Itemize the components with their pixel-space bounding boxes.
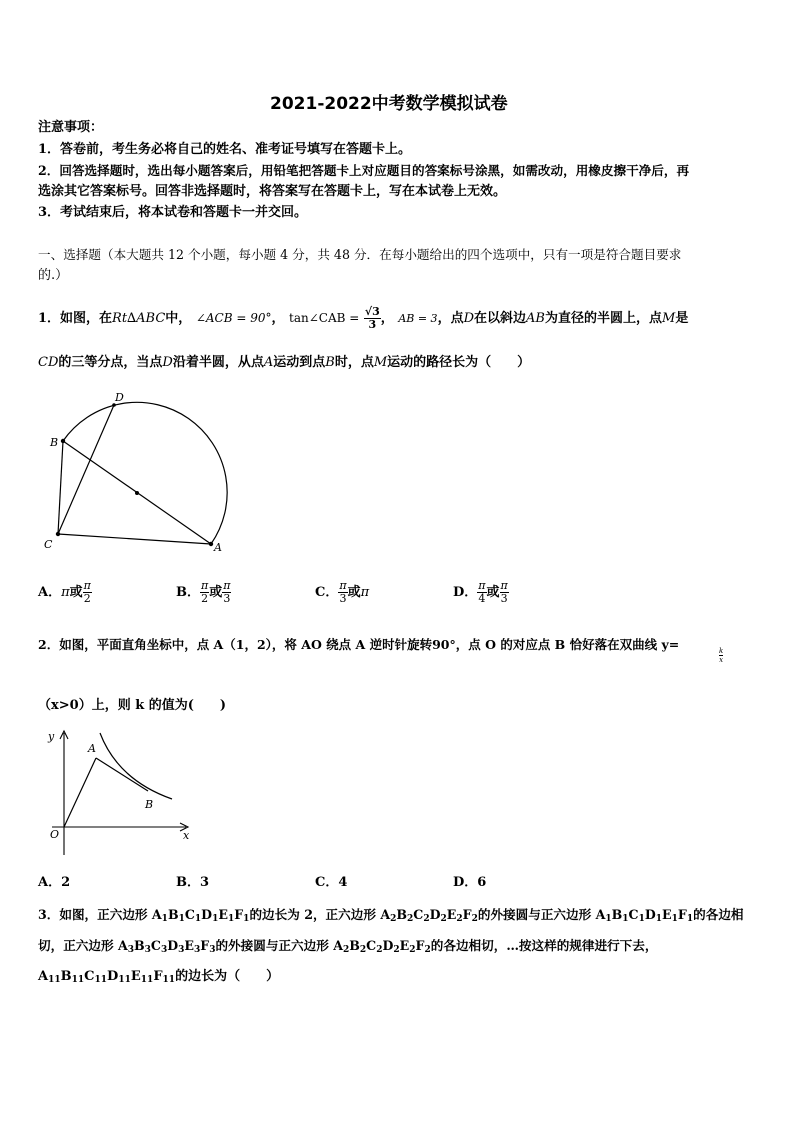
subscript: 3 [209, 945, 216, 955]
q1-option-d [453, 580, 509, 605]
q2-option-d: D．6 [453, 875, 487, 890]
notice-item-2b: 选涂其它答案标号。回答非选择题时，将答案写在答题卡上，写在本试卷上无效。 [38, 184, 507, 199]
subscript: 3 [194, 945, 201, 955]
q1-line-cd [58, 405, 114, 534]
q3-text: F [415, 938, 425, 953]
q3-line2 [38, 938, 657, 954]
q1-figure [38, 385, 238, 560]
q1-line1 [38, 306, 688, 331]
q1-ab: AB = 3 [398, 312, 438, 325]
q3-text: E [399, 938, 410, 953]
q1-text: 中， [165, 311, 192, 326]
q3-text: F [462, 907, 472, 922]
q3-text: B [60, 969, 72, 984]
q1-var: M [373, 355, 388, 370]
subscript: 1 [655, 914, 663, 924]
q1-text: 为直径的半圆上，点 [544, 311, 662, 326]
q1-semicircle [63, 402, 227, 544]
q1-text: 时，点 [334, 355, 374, 370]
option-value: π [61, 585, 70, 600]
q2-label-b: B [145, 798, 154, 811]
q1-label-c: C [44, 538, 53, 551]
q2-segment-oa [64, 758, 96, 827]
fraction-denominator: 2 [83, 592, 91, 605]
q3-text: 3．如图，正六边形 A [38, 907, 162, 922]
subscript: 11 [48, 975, 61, 985]
q1-label-a: A [214, 541, 222, 554]
q2-label-o: O [50, 828, 60, 841]
q1-tan-numerator: √3 [364, 305, 380, 318]
fraction-numerator: k [719, 647, 724, 655]
option-text: 或 [69, 585, 83, 600]
fraction-denominator: x [719, 656, 724, 664]
q1-tan-fraction [364, 306, 381, 331]
subscript: 2 [424, 945, 431, 955]
option-letter: A． [38, 585, 62, 600]
q2-line2: （x>0）上，则 k 的值为( ) [38, 698, 227, 713]
q3-text: 切，正六边形 A [38, 938, 128, 953]
q1-angle: ∠ACB = 90° [195, 311, 272, 325]
q3-text: F [677, 907, 687, 922]
notice-heading: 注意事项： [38, 120, 104, 135]
subscript: 11 [162, 975, 176, 985]
q3-text: C [366, 938, 377, 953]
section-heading-line2: 的.） [38, 268, 69, 283]
subscript: 2 [342, 945, 350, 955]
subscript: 11 [140, 975, 154, 985]
subscript: 2 [471, 914, 478, 924]
fraction-numerator: π [83, 579, 91, 592]
q2-option-c: C．4 [315, 875, 348, 890]
fraction-denominator: 3 [223, 592, 231, 605]
q1-tan: tan∠CAB = [289, 311, 360, 325]
subscript: 1 [194, 914, 202, 924]
subscript: 1 [227, 914, 235, 924]
fraction-denominator: 3 [500, 592, 508, 605]
q2-label-a: A [88, 742, 96, 755]
page-title: 2021-2022中考数学模拟试卷 [270, 94, 508, 114]
option-text: 或 [347, 585, 361, 600]
section-heading-line1: 一、选择题（本大题共 12 个小题，每小题 4 分，共 48 分．在每小题给出的四个选项中，只有一项是符合题目要求 [38, 247, 682, 262]
subscript: 3 [178, 945, 185, 955]
subscript: 2 [393, 945, 400, 955]
subscript: 1 [212, 914, 219, 924]
q2-option-a: A．2 [38, 875, 71, 890]
q2-option-b: B．3 [176, 875, 210, 890]
subscript: 2 [440, 914, 447, 924]
q3-text: C [84, 969, 95, 984]
q3-text: E [218, 907, 228, 922]
subscript: 1 [161, 914, 168, 924]
q1-text: 运动的路径长为（ ） [387, 355, 531, 370]
q1-text: 沿着半圆，从点 [172, 355, 264, 370]
q1-center-point [135, 491, 139, 495]
option-fraction [500, 580, 509, 605]
q3-text: E [446, 907, 457, 922]
q1-text: 是 [675, 311, 689, 326]
q2-segment-ab [96, 758, 148, 791]
q1-line2 [38, 355, 530, 371]
fraction-denominator: 4 [478, 592, 486, 605]
subscript: 11 [94, 975, 108, 985]
q3-text: 的边长为 2，正六边形 A [249, 907, 391, 922]
q1-option-c [315, 580, 369, 605]
fraction-numerator: π [500, 579, 508, 592]
q1-line-cb [58, 441, 63, 534]
subscript: 11 [118, 975, 131, 985]
subscript: 1 [178, 914, 185, 924]
q3-text: B [396, 907, 408, 922]
q3-text: D [382, 938, 394, 953]
notice-item-2a: 2．回答选择题时，选出每小题答案后，用铅笔把答题卡上对应题目的答案标号涂黑，如需改动，用橡皮擦干净后，再 [38, 163, 690, 178]
q1-option-b [176, 580, 231, 605]
q1-label-b: B [50, 436, 59, 449]
q1-var: A [263, 355, 274, 370]
subscript: 1 [605, 914, 612, 924]
subscript: 1 [638, 914, 645, 924]
q3-text: F [200, 938, 210, 953]
fraction-denominator: 3 [339, 592, 347, 605]
q3-text: C [150, 938, 161, 953]
subscript: 1 [243, 914, 250, 924]
q1-var: D [463, 311, 475, 326]
option-fraction [83, 580, 92, 605]
subscript: 2 [376, 945, 383, 955]
subscript: 2 [407, 914, 414, 924]
q3-text: D [201, 907, 213, 922]
subscript: 3 [127, 945, 134, 955]
q3-text: E [662, 907, 672, 922]
option-fraction [477, 580, 486, 605]
option-fraction [200, 580, 209, 605]
q3-text: D [429, 907, 441, 922]
q3-text: D [644, 907, 656, 922]
option-fraction [338, 580, 347, 605]
q2-label-x: x [183, 829, 190, 842]
q3-text: F [153, 969, 163, 984]
q3-line1 [38, 907, 744, 923]
q1-point-a [209, 542, 213, 546]
q3-text: 的外接圆与正六边形 A [215, 938, 343, 953]
q2-hyperbola-fraction [719, 647, 723, 664]
q3-text: C [184, 907, 195, 922]
q2-hyperbola [100, 733, 172, 799]
option-letter: B． [176, 585, 200, 600]
q1-var: B [325, 355, 335, 370]
q1-point-c [56, 532, 60, 536]
q2-figure [38, 725, 198, 860]
option-letter: D． [453, 585, 478, 600]
fraction-numerator: π [478, 579, 486, 592]
q1-triangle: Rt∆ABC [112, 311, 166, 326]
subscript: 3 [160, 945, 168, 955]
q3-text: 的外接圆与正六边形 A [477, 907, 606, 922]
q3-text: E [130, 969, 141, 984]
q3-line3 [38, 969, 279, 985]
notice-item-3: 3．考试结束后，将本试卷和答题卡一并交回。 [38, 205, 308, 220]
fraction-numerator: π [223, 579, 231, 592]
subscript: 2 [409, 945, 416, 955]
q1-var: CD [38, 355, 59, 370]
option-text: 或 [209, 585, 223, 600]
q1-tan-denominator: 3 [368, 318, 377, 331]
q1-label-d: D [115, 391, 124, 404]
q3-text: 的边长为（ ） [175, 969, 280, 984]
subscript: 1 [671, 914, 678, 924]
q3-text: D [167, 938, 179, 953]
q3-text: 的各边相 [693, 907, 744, 922]
q3-text: C [413, 907, 424, 922]
q3-text: B [167, 907, 179, 922]
q2-label-y: y [48, 730, 55, 743]
option-fraction [222, 580, 231, 605]
q1-text: 的三等分点，当点 [58, 355, 163, 370]
subscript: 11 [71, 975, 85, 985]
option-value: π [360, 585, 370, 600]
subscript: 3 [144, 945, 151, 955]
q1-text: 在以斜边 [474, 311, 527, 326]
q3-text: B [133, 938, 145, 953]
q1-text: 运动到点 [273, 355, 326, 370]
q3-text: A [38, 969, 49, 984]
q3-text: C [628, 907, 639, 922]
q2-line1: 2．如图，平面直角坐标中，点 A（1，2），将 AO 绕点 A 逆时针旋转90°，点 O 的对应点 B 恰好落在双曲线 y= [38, 637, 680, 652]
q1-var: M [662, 311, 676, 326]
fraction-numerator: π [201, 579, 209, 592]
subscript: 2 [456, 914, 463, 924]
q1-prefix: 1．如图，在 [38, 311, 113, 326]
q1-text: ，点 [437, 311, 464, 326]
q1-var: D [162, 355, 173, 370]
fraction-numerator: π [339, 579, 347, 592]
fraction-denominator: 2 [201, 592, 209, 605]
subscript: 1 [622, 914, 629, 924]
q1-var: AB [526, 311, 545, 326]
option-letter: C． [315, 585, 339, 600]
subscript: 2 [390, 914, 397, 924]
notice-item-1: 1．答卷前，考生务必将自己的姓名、准考证号填写在答题卡上。 [38, 142, 412, 157]
q1-point-b [61, 439, 65, 443]
q1-text: ， [271, 311, 285, 326]
option-text: 或 [486, 585, 500, 600]
q3-text: F [234, 907, 244, 922]
q3-text: B [349, 938, 360, 953]
q3-text: D [107, 969, 119, 984]
subscript: 2 [423, 914, 430, 924]
q3-text: 的各边相切，…按这样的规律进行下去， [430, 938, 658, 953]
q3-text: B [611, 907, 623, 922]
q3-text: E [184, 938, 194, 953]
q1-line-ca [58, 534, 211, 544]
q1-option-a [38, 580, 92, 605]
subscript: 1 [686, 914, 694, 924]
subscript: 2 [359, 945, 367, 955]
q1-text: ， [380, 311, 394, 326]
